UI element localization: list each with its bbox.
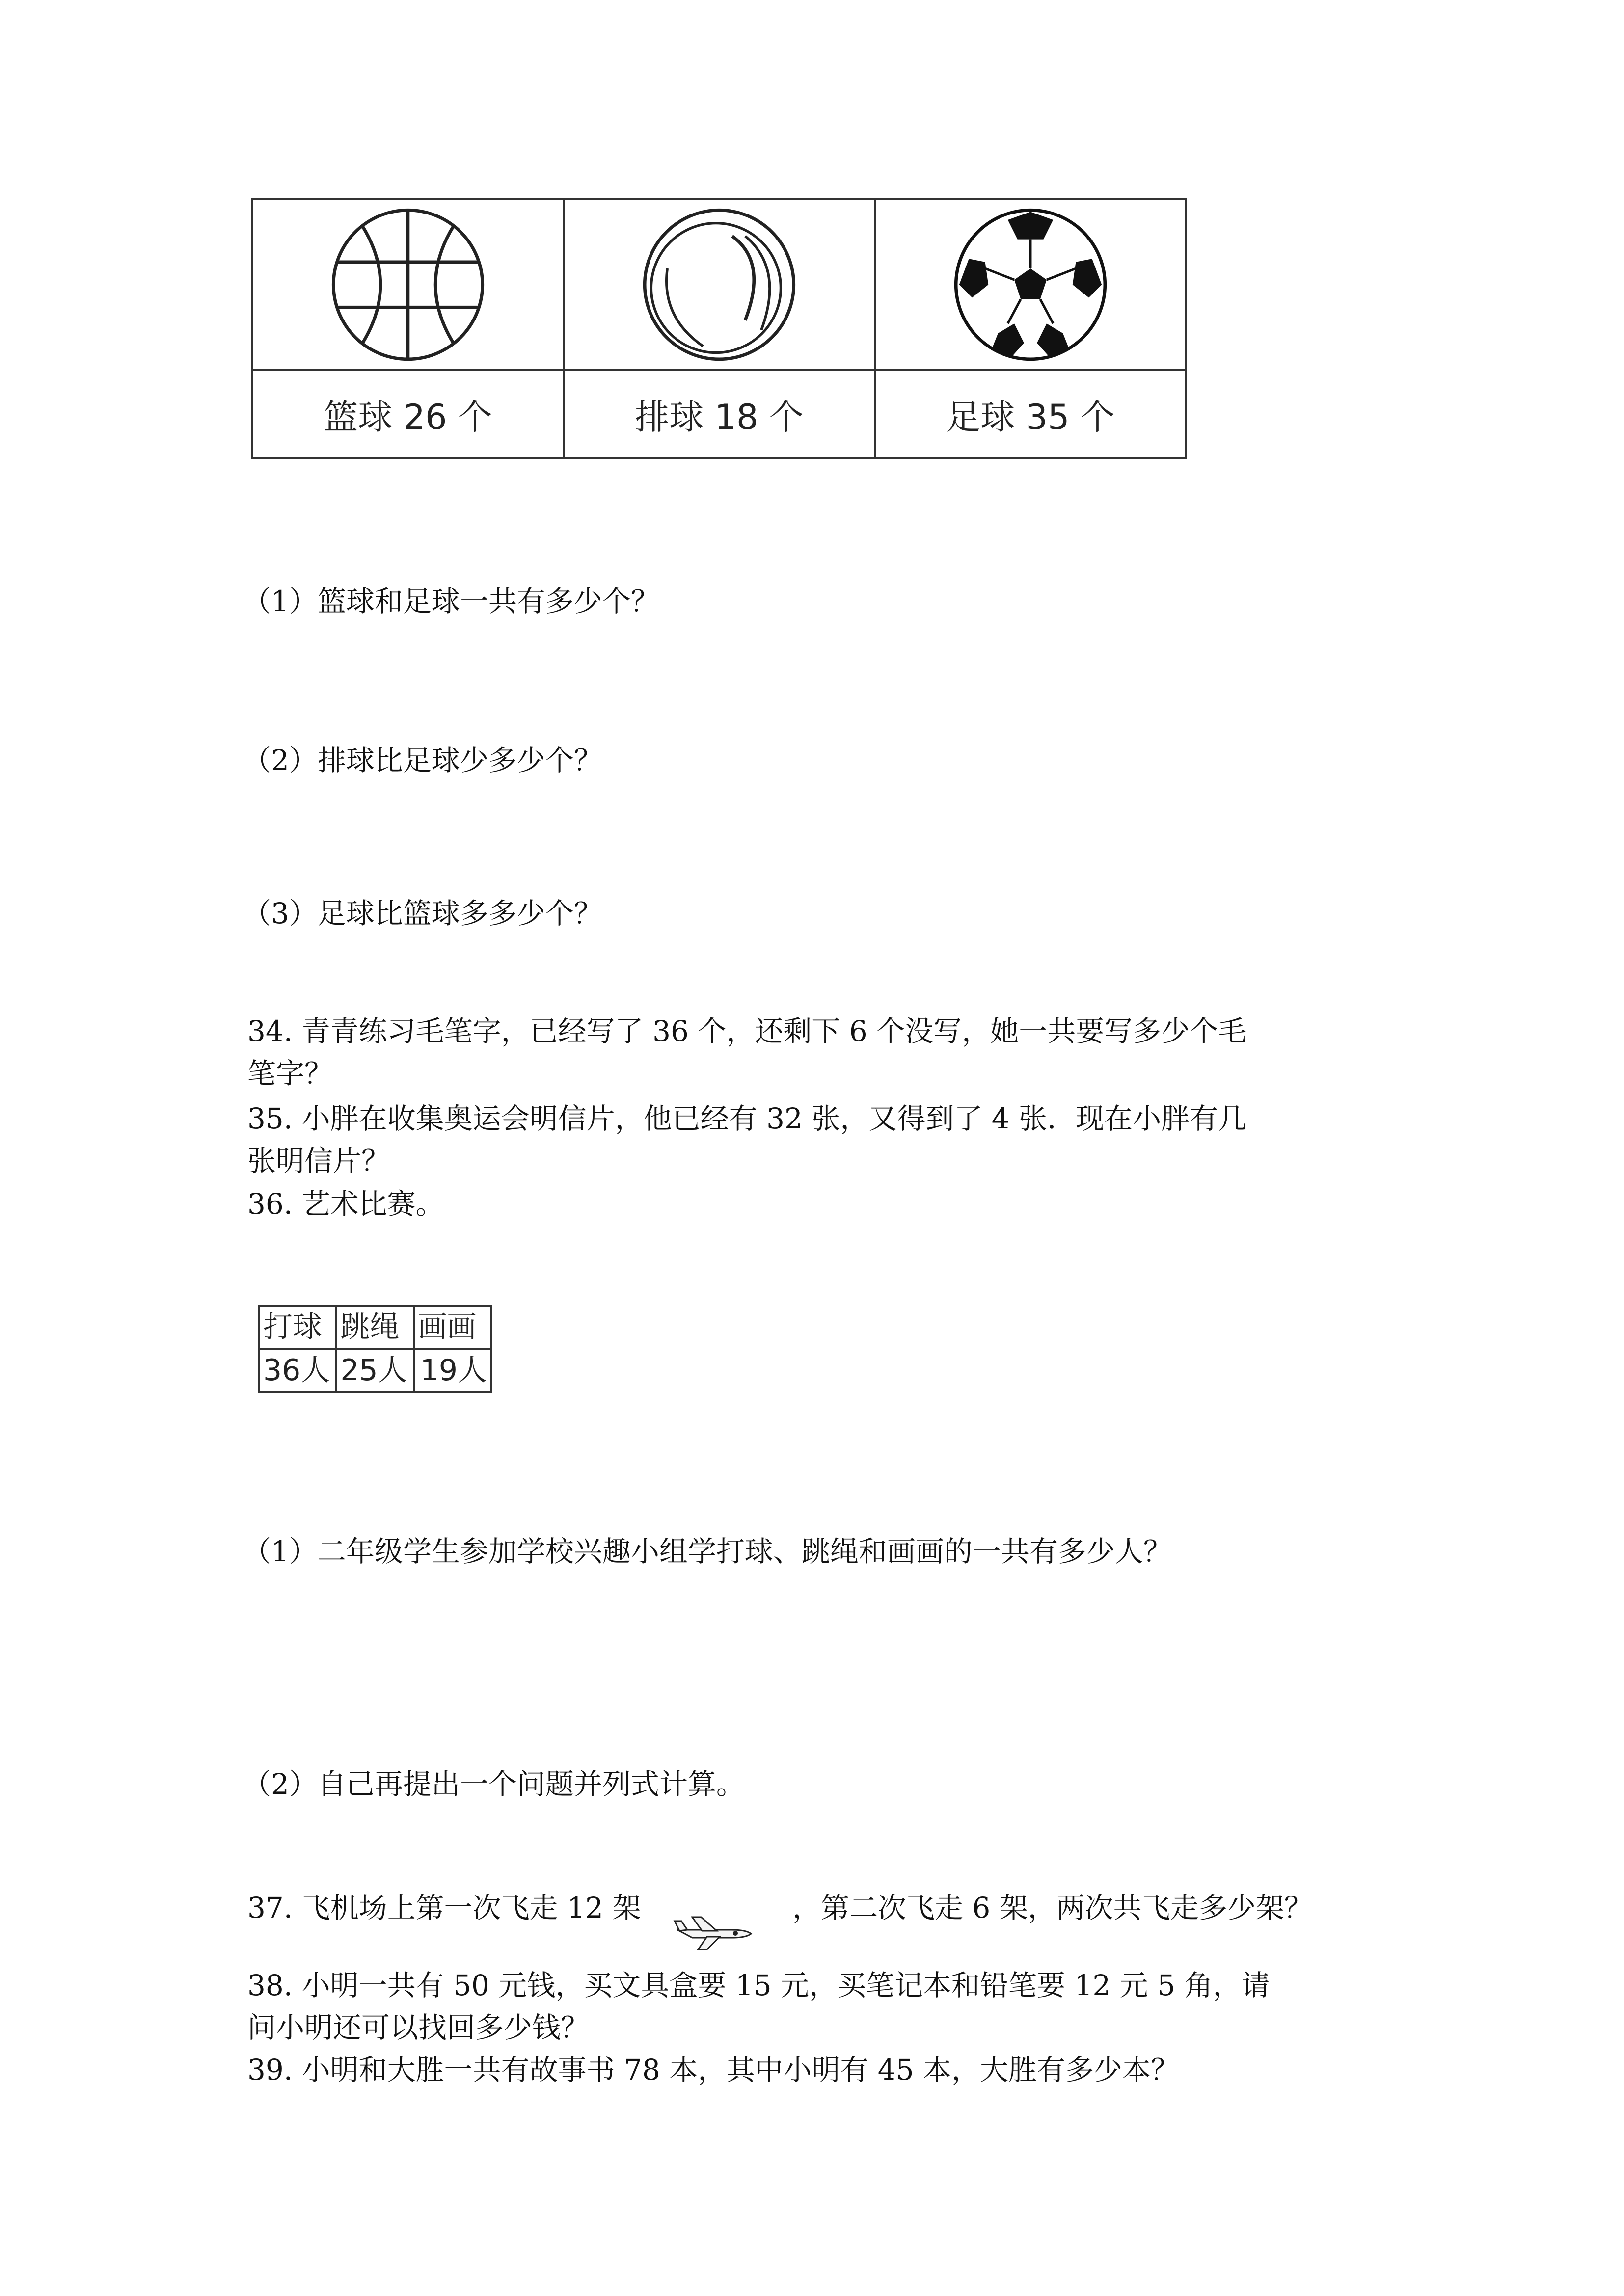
balls-image-row: [252, 199, 1186, 370]
q38-line1: 38. 小明一共有 50 元钱，买文具盒要 15 元，买笔记本和铅笔要 12 元 5 角，请: [247, 1969, 1270, 2002]
volleyball-icon: [638, 204, 800, 366]
art-value-ball: 36人: [259, 1349, 336, 1392]
q34-line1: 34. 青青练习毛笔字，已经写了 36 个，还剩下 6 个没写，她一共要写多少个毛: [247, 1015, 1247, 1048]
q36-title: 36. 艺术比赛。: [247, 1187, 444, 1221]
q38-line2: 问小明还可以找回多少钱？: [247, 2011, 590, 2044]
q33-sub1: （1）篮球和足球一共有多少个？: [243, 585, 659, 618]
basketball-icon: [327, 204, 489, 366]
balls-table: [251, 198, 1187, 459]
art-value-drawing: 19人: [414, 1349, 491, 1392]
q35-line1: 35. 小胖在收集奥运会明信片，他已经有 32 张，又得到了 4 张．现在小胖有几: [247, 1102, 1247, 1135]
q33-sub2: （2）排球比足球少多少个？: [243, 744, 602, 777]
art-table-header-row: [259, 1306, 491, 1349]
art-header-drawing: 画画: [414, 1306, 491, 1349]
art-value-jump-rope: 25人: [336, 1349, 413, 1392]
volleyball-label: 排球 18 个: [564, 370, 875, 458]
art-header-ball: 打球: [259, 1306, 336, 1349]
q36-sub1: （1）二年级学生参加学校兴趣小组学打球、跳绳和画画的一共有多少人？: [243, 1535, 1172, 1568]
art-header-jump-rope: 跳绳: [336, 1306, 413, 1349]
art-table-value-row: [259, 1349, 491, 1392]
q37-part2: ，第二次飞走 6 架，两次共飞走多少架？: [792, 1891, 1313, 1924]
balls-label-row: [252, 370, 1186, 458]
volleyball-cell: [564, 199, 875, 370]
basketball-label: 篮球 26 个: [252, 370, 564, 458]
airplane-icon: [673, 1908, 756, 1952]
soccer-ball-icon: [949, 204, 1111, 366]
q39-line1: 39. 小明和大胜一共有故事书 78 本，其中小明有 45 本，大胜有多少本？: [247, 2053, 1180, 2086]
q36-sub2: （2）自己再提出一个问题并列式计算。: [243, 1767, 745, 1801]
soccer-ball-label: 足球 35 个: [875, 370, 1186, 458]
art-competition-table: [258, 1305, 492, 1393]
basketball-cell: [252, 199, 564, 370]
soccer-ball-cell: [875, 199, 1186, 370]
q33-sub3: （3）足球比篮球多多少个？: [243, 897, 602, 930]
q37-part1: 37. 飞机场上第一次飞走 12 架: [247, 1891, 641, 1924]
q34-line2: 笔字？: [247, 1057, 333, 1090]
q35-line2: 张明信片？: [247, 1144, 390, 1177]
